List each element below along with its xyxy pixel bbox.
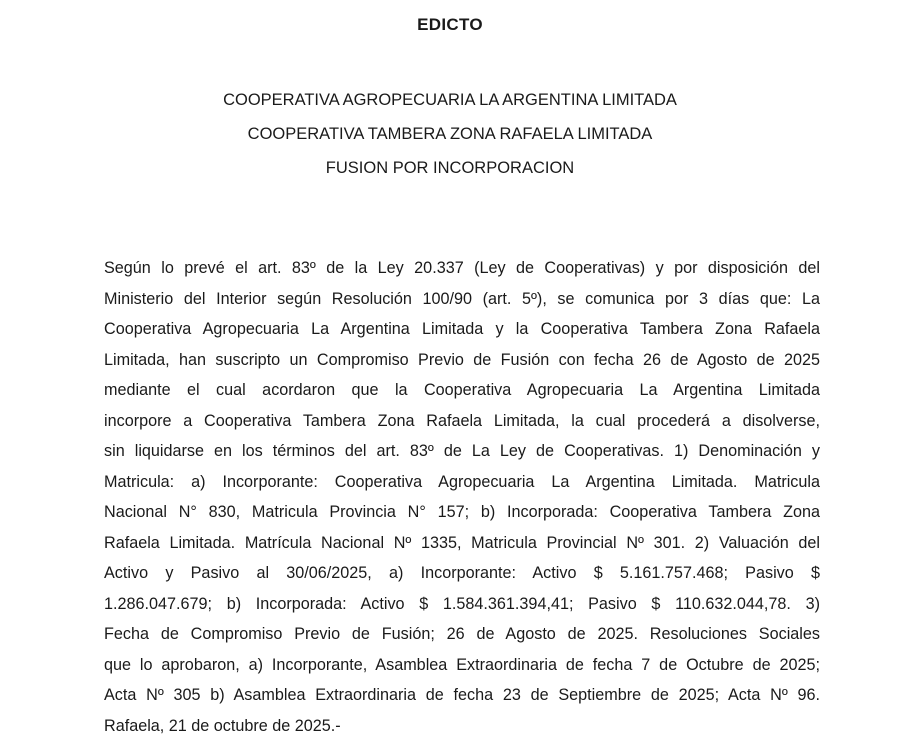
paragraph-line: incorpore a Cooperativa Tambera Zona Rafaela Limitada, la cual procederá a disolverse, [104,411,820,430]
heading-line-incorporating-coop: COOPERATIVA AGROPECUARIA LA ARGENTINA LIMITADA [223,91,677,109]
paragraph-line: Cooperativa Agropecuaria La Argentina Limitada y la Cooperativa Tambera Zona Rafaela [104,320,820,338]
paragraph-line: Rafaela Limitada. Matrícula Nacional Nº 1335, Matricula Provincial Nº 301. 2) Valuación del [104,533,820,552]
paragraph-line-dateline: Rafaela, 21 de octubre de 2025.- [104,716,341,735]
paragraph-line: Según lo prevé el art. 83º de la Ley 20.337 (Ley de Cooperativas) y por disposición del [104,259,820,277]
paragraph-line: que lo aprobaron, a) Incorporante, Asamblea Extraordinaria de fecha 7 de Octubre de 2025; [104,655,820,674]
paragraph-line: Nacional N° 830, Matricula Provincia N° 157; b) Incorporada: Cooperativa Tambera Zona [104,503,820,521]
document-heading-block [0,83,900,185]
paragraph-line: sin liquidarse en los términos del art. 83º de La Ley de Cooperativas. 1) Denominación y [104,442,820,460]
paragraph-line: Matricula: a) Incorporante: Cooperativa Agropecuaria La Argentina Limitada. Matricula [104,472,820,491]
paragraph-line: Fecha de Compromiso Previo de Fusión; 26 de Agosto de 2025. Resoluciones Sociales [104,625,820,643]
paragraph-line: Activo y Pasivo al 30/06/2025, a) Incorporante: Activo $ 5.161.757.468; Pasivo $ [104,564,820,582]
paragraph-line: Ministerio del Interior según Resolución 100/90 (art. 5º), se comunica por 3 días que: La [104,289,820,308]
paragraph-line: 1.286.047.679; b) Incorporada: Activo $ 1.584.361.394,41; Pasivo $ 110.632.044,78. 3) [104,594,820,613]
heading-line-merger-type: FUSION POR INCORPORACION [325,159,575,177]
document-body [104,253,820,741]
paragraph-line: Acta Nº 305 b) Asamblea Extraordinaria de fecha 23 de Septiembre de 2025; Acta Nº 96. [104,686,820,704]
heading-line-incorporated-coop: COOPERATIVA TAMBERA ZONA RAFAELA LIMITADA [247,125,653,143]
document-title: EDICTO [417,15,483,34]
paragraph-line: Limitada, han suscripto un Compromiso Previo de Fusión con fecha 26 de Agosto de 2025 [104,350,820,369]
paragraph-line: mediante el cual acordaron que la Cooperativa Agropecuaria La Argentina Limitada [104,381,820,399]
